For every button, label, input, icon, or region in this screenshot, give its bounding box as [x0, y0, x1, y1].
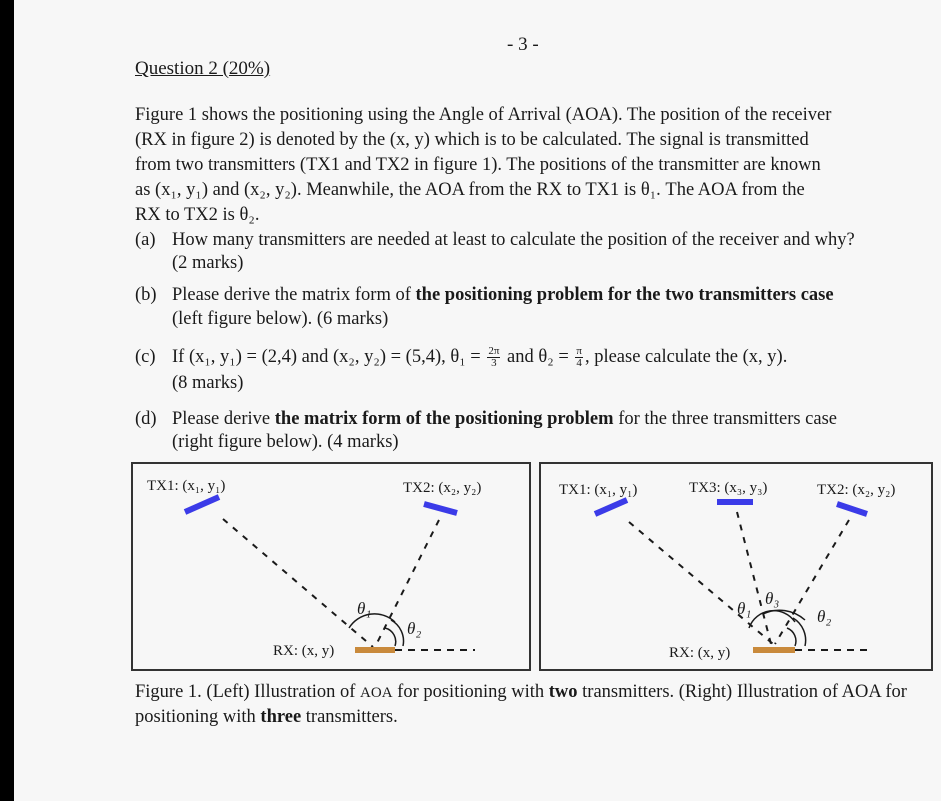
caption-aoa: AOA: [360, 685, 393, 701]
theta1-denominator: 3: [491, 357, 497, 370]
part-b-label: (b): [135, 285, 157, 305]
theta2-label: θ₂: [407, 619, 422, 638]
tx2-label: TX2: (x₂, y₂): [403, 480, 482, 496]
part-d-text: Please derive: [172, 409, 275, 429]
tx1-label: TX1: (x₁, y₁): [147, 478, 226, 494]
part-c-line-1: [172, 340, 787, 374]
theta1-label: θ₁: [357, 599, 372, 618]
part-b-bold: the positioning problem for the two transmitters case: [415, 285, 834, 305]
intro-line-3: from two transmitters (TX1 and TX2 in figure 1). The positions of the transmitter are known: [135, 155, 821, 175]
tx2-antenna: [424, 504, 457, 513]
tx1-label: TX1: (x₁, y₁): [559, 482, 638, 498]
part-b-text: Please derive the matrix form of: [172, 285, 416, 305]
rx-label: RX: (x, y): [669, 645, 731, 661]
part-a-line-1: How many transmitters are needed at least to calculate the position of the receiver and why?: [172, 230, 855, 250]
part-c-given: If (x₁, y₁) = (2,4) and (x₂, y₂) = (5,4), θ₁ =: [172, 347, 481, 367]
theta2-denominator: 4: [576, 357, 582, 370]
theta2-arc-inner: [385, 628, 396, 646]
tx1-antenna: [595, 500, 627, 514]
figure-left-drawing: [133, 464, 529, 669]
part-c-label: (c): [135, 347, 156, 367]
tx2-signal-path: [775, 520, 849, 644]
caption-text-1: Figure 1. (Left) Illustration of: [135, 682, 361, 702]
theta1-arc: [749, 611, 795, 628]
tx3-signal-path: [737, 512, 771, 644]
caption-two: two: [548, 682, 578, 702]
rx-label: RX: (x, y): [273, 643, 335, 659]
intro-line-5: RX to TX2 is θ₂.: [135, 205, 260, 225]
theta2-arc-outer: [793, 618, 806, 646]
figure-right: [539, 462, 933, 671]
figure-right-drawing: [541, 464, 931, 669]
figure-caption: [135, 680, 935, 729]
part-c-ask: , please calculate the (x, y).: [584, 347, 788, 367]
question-title: Question 2 (20%): [135, 58, 271, 79]
part-a-line-2: (2 marks): [172, 253, 244, 273]
intro-line-1: Figure 1 shows the positioning using the Angle of Arrival (AOA). The position of the receiver: [135, 105, 832, 125]
tx1-signal-path: [223, 519, 373, 647]
part-b-line-2: (left figure below). (6 marks): [172, 309, 389, 329]
part-d-bold: the matrix form of the positioning problem: [274, 409, 614, 429]
part-a-label: (a): [135, 230, 156, 250]
part-d-line-1: [172, 409, 837, 430]
caption-text-2: for positioning with: [392, 682, 549, 702]
tx2-antenna: [837, 504, 867, 514]
theta1-arc: [349, 614, 395, 628]
figure-left: [131, 462, 531, 671]
part-d-label: (d): [135, 409, 157, 429]
part-d-text-2: for the three transmitters case: [613, 409, 838, 429]
tx3-label: TX3: (x₃, y₃): [689, 480, 768, 496]
theta1-numerator: 2π: [488, 345, 500, 358]
caption-text-4: transmitters.: [301, 707, 398, 727]
theta3-label: θ₃: [765, 589, 780, 608]
theta3-arc: [763, 610, 805, 620]
theta2-fraction: [575, 346, 583, 369]
part-d-line-2: (right figure below). (4 marks): [172, 432, 399, 452]
theta2-label: θ₂: [817, 607, 832, 626]
tx2-label: TX2: (x₂, y₂): [817, 482, 896, 498]
theta2-arc-inner: [787, 628, 796, 646]
part-c-line-2: (8 marks): [172, 373, 244, 393]
theta1-fraction: [487, 346, 500, 369]
document-page: [14, 0, 941, 801]
theta1-label: θ₁: [737, 599, 752, 618]
part-b-line-1: [172, 285, 834, 306]
tx1-signal-path: [629, 522, 773, 644]
part-c-and: and θ₂ =: [507, 347, 569, 367]
caption-three: three: [260, 707, 302, 727]
intro-line-2: (RX in figure 2) is denoted by the (x, y) which is to be calculated. The signal is transmitted: [135, 130, 809, 150]
caption-text-3: transmitters. (Right) Illustration of AOA for positioning with: [135, 682, 907, 727]
theta2-numerator: π: [576, 345, 582, 358]
tx1-antenna: [185, 497, 219, 512]
intro-line-4: as (x₁, y₁) and (x₂, y₂). Meanwhile, the AOA from the RX to TX1 is θ₁. The AOA from the: [135, 180, 805, 200]
page-number: - 3 -: [507, 34, 539, 55]
